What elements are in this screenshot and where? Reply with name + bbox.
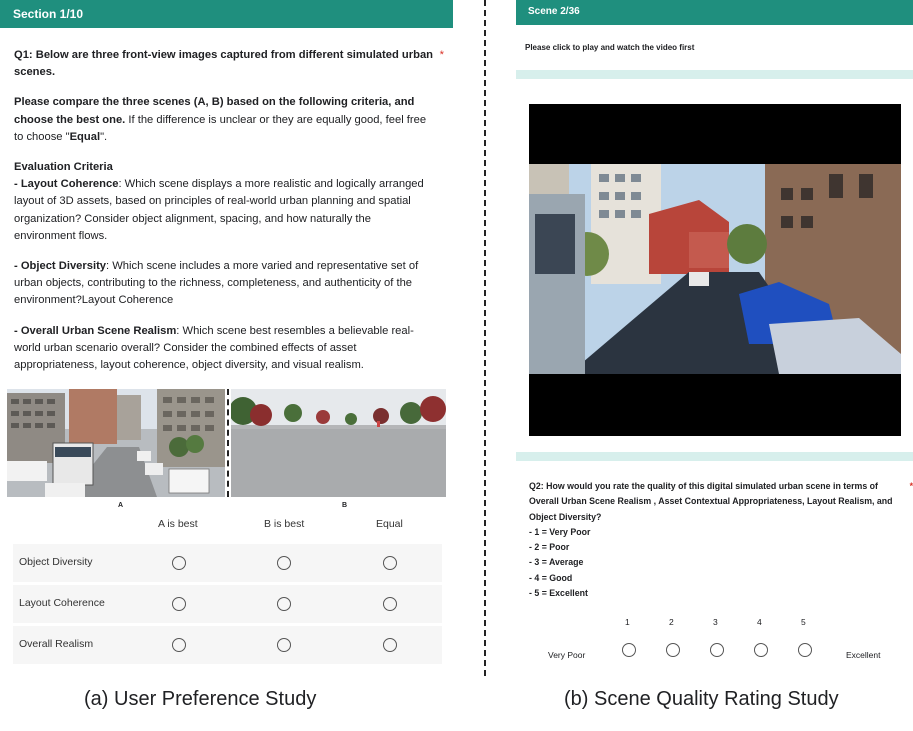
- compare-instruction: Please compare the three scenes (A, B) based on the following criteria, and choose the best one.: [14, 96, 415, 126]
- radio-diversity-equal[interactable]: [383, 556, 397, 570]
- row-label: Overall Realism: [19, 638, 94, 650]
- row-label: Object Diversity: [19, 556, 93, 568]
- rating-radio-2[interactable]: [666, 643, 680, 657]
- diversity-criterion-text: : Which scene includes a more varied and representative set of urban objects, contributing to the richness, completeness, and authenticity of the environment?Layout Coherence: [14, 260, 419, 307]
- required-mark: *: [439, 49, 444, 61]
- rating-radio-3[interactable]: [710, 643, 724, 657]
- scale-low-label: Very Poor: [548, 650, 586, 660]
- scale-def-3: - 3 = Average: [529, 557, 584, 568]
- column-equal: Equal: [376, 518, 403, 530]
- scene-b-image: [231, 389, 446, 497]
- rating-radio-5[interactable]: [798, 643, 812, 657]
- radio-realism-b[interactable]: [277, 638, 291, 652]
- radio-diversity-b[interactable]: [277, 556, 291, 570]
- criteria-title: Evaluation Criteria: [14, 161, 113, 174]
- section-header: Section 1/10: [0, 0, 453, 28]
- radio-layout-equal[interactable]: [383, 597, 397, 611]
- row-layout-coherence: [13, 585, 442, 623]
- required-mark: *: [909, 481, 913, 491]
- q1-title: Q1: Below are three front-view images captured from different simulated urban scenes.: [14, 49, 433, 79]
- section-band-bottom: [516, 452, 913, 461]
- realism-criterion-text: : Which scene best resembles a believable real-world urban scenario overall? Consider the combined effects of asset appropriateness, layout coherence, object diversity, and visual realism.: [14, 324, 414, 372]
- q2-text: Q2: How would you rate the quality of this digital simulated urban scene in terms of Overall Urban Scene Realism , Asset Contextual Appropriateness, Layout Realism, and Object Diversity?: [529, 481, 893, 522]
- column-b-is-best: B is best: [264, 518, 305, 530]
- scale-def-5: - 5 = Excellent: [529, 588, 588, 599]
- equal-word: Equal: [69, 130, 101, 143]
- scale-number-1: 1: [625, 617, 630, 627]
- radio-layout-b[interactable]: [277, 597, 291, 611]
- column-a-is-best: A is best: [158, 518, 198, 530]
- caption-b: (b) Scene Quality Rating Study: [564, 688, 839, 710]
- row-label: Layout Coherence: [19, 597, 105, 609]
- compare-rest-prefix: If the difference is unclear or they are equally good, feel free to choose ": [14, 113, 427, 143]
- section-band-top: [516, 70, 913, 79]
- radio-realism-equal[interactable]: [383, 638, 397, 652]
- q2-question: [529, 479, 913, 601]
- layout-criterion-text: : Which scene displays a more realistic and logically arranged layout of 3D assets, based on principles of real-world urban planning and spatial organization? Consider object alignment, spacing, and how naturally the environment flows.: [14, 178, 424, 242]
- scale-def-2: - 2 = Poor: [529, 542, 570, 553]
- caption-a: (a) User Preference Study: [84, 688, 317, 710]
- video-player[interactable]: [529, 104, 901, 436]
- scale-number-5: 5: [801, 617, 806, 627]
- realism-criterion-title: - Overall Urban Scene Realism: [14, 324, 177, 337]
- q1-question: [14, 47, 444, 387]
- radio-layout-a[interactable]: [172, 597, 186, 611]
- scale-number-4: 4: [757, 617, 762, 627]
- scene-a-image: [7, 389, 225, 497]
- radio-realism-a[interactable]: [172, 638, 186, 652]
- scale-def-1: - 1 = Very Poor: [529, 526, 591, 537]
- image-label-a: A: [118, 502, 124, 509]
- scale-high-label: Excellent: [846, 650, 881, 660]
- row-object-diversity: [13, 544, 442, 582]
- scale-def-4: - 4 = Good: [529, 572, 573, 583]
- scene-header: Scene 2/36: [516, 0, 913, 25]
- row-overall-realism: [13, 626, 442, 664]
- image-label-b: B: [342, 502, 348, 509]
- user-preference-panel: [0, 0, 453, 670]
- play-instruction: Please click to play and watch the video first: [525, 43, 695, 52]
- compare-rest-suffix: ".: [100, 130, 108, 143]
- rating-radio-1[interactable]: [622, 643, 636, 657]
- image-divider: [227, 389, 229, 497]
- radio-diversity-a[interactable]: [172, 556, 186, 570]
- layout-criterion-title: - Layout Coherence: [14, 178, 119, 191]
- rating-radio-4[interactable]: [754, 643, 768, 657]
- panel-divider: [484, 0, 486, 676]
- diversity-criterion-title: - Object Diversity: [14, 260, 107, 273]
- scale-number-3: 3: [713, 617, 718, 627]
- scale-number-2: 2: [669, 617, 674, 627]
- scene-quality-panel: [516, 0, 913, 670]
